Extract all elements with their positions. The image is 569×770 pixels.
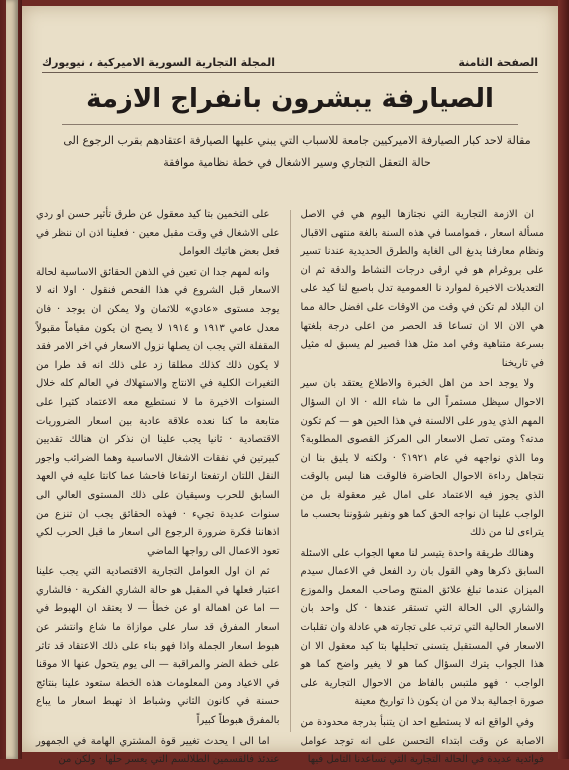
column-divider: [290, 210, 291, 732]
facing-page-edge: [6, 0, 18, 759]
right-column: [300, 206, 545, 766]
running-header: [42, 48, 538, 73]
paragraph: وانه لمهم جدا ان تعين في الذهن الحقائق الاساسية لحالة الاسعار قبل الشروع في هذا الفحص فنقول · اولا انه لا يوجد مستوى «عادي» للاثمان ولا يمكن ان يوجد · فان معدل عامي ١٩١٣ و ١٩١٤ لا يصح ان يكون مقياماً مقبولاً المقفلة التي يجب ان يصلها نزول الاسعار في اخر الامر فقد لا يكون ذلك كذلك مطلقا زد على ذلك انه قد طرا من التغيرات الكلية في الانتاج والاستهلاك في العالم كله خلال السنوات الاخيرة ما لا نستطيع معه الاعتماد كثيرا على متابعة ما كنا نعده علاقة عادية بين اسعار الضروريات الاقتصادية · ثانيا يجب علينا ان نذكر ان هنالك تقديين كبيرتين في نفقات الاشغال الاساسية وهما الضرائب واجور النقل اللتان ارتفعتا ارتفاعا فاحشا عما كانتا عليه في العهد السابق للحرب وسيقيان على ذلك المستوى العالي الى سنوات عديدة تجيء · فهذه الحقائق يجب ان تنزع من اذهاننا فكرة ضرورة الرجوع الى اسعار ما قبل الحرب لكي تعود الاعمال الى رواجها الماضي: [36, 266, 280, 557]
article-subtitle: مقالة لاحد كبار الصيارفة الاميركيين جامعة للاسباب التي يبني عليها الصيارفة اعتقادهم بقرب الرجوع الى حالة التعقل التجاري وسير الاشغال في خطة نظامية موافقة: [63, 134, 531, 169]
paragraph: اما الى ا يحدث تغيير قوة المشتري الهامة في الجمهور عندئذ فالقسمين الطلالسم التي يعسر حلها · ولكن من: [36, 735, 280, 766]
page-label: الصفحة الثامنة: [458, 56, 538, 69]
paragraph: على التخمين بتا كيد معقول عن طرق تأثير حسن او ردي على الاشغال في وقت مقبل معين · فعلينا اذن ان ننظر في فعل بعض هاتيك العوامل: [36, 209, 280, 258]
article-body: [36, 206, 544, 766]
right-binding: [558, 0, 569, 759]
article-title: الصيارفة يبشرون بانفراج الازمة: [86, 84, 494, 114]
paragraph: ولا يوجد احد من اهل الخبرة والاطلاع يعتقد بان سير الاحوال سيظل مستمراً الى ما شاء الله · الا ان السؤال المهم الذي يدور على الالسنة في هذا الحين هو — كم تكون مدته؟ ومتى تصل الاسعار الى المركز القصوى المطلوبة؟ وما الذي نواجهه في عام ١٩٢١؟ · ولكنه لا يليق بنا ان نتجاهل رداءة الاحوال الحاضرة فالوقت هنا ليس بالوقت الذي يجوز فيه الاعتماد على امال غير معقولة بل من الواجب علينا ان نواجه الحق كما هو ونفير شؤوننا بحسب ما يتراءى لنا من ذلك: [300, 378, 544, 539]
title-divider: [62, 124, 518, 125]
paragraph: وهنالك طريقة واحدة يتيسر لنا معها الجواب على الاسئلة السابق ذكرها وهي القول بان رد الفعل في الاعمال سيدم الميزان عندما تبلغ علائق المنتج وصاحب المعمل والموزع والشاري الى الحالة التي تستقر عندها · كل واحد بان الاسعار الحالية التي ترتب على تجارته هي عادلة وان تقلبات الاسعار في المستقبل يتسنى تحليلها بتا كيد معقول الا ان هذا الجواب يترك السؤال كما هو لا يغير واضح كما هو الواجب · فهو ملتبس بالفاظ من الاحوال التجارية على صورة اجمالية بدلا من ان يكون ذا تواريخ معينة: [300, 547, 544, 708]
paragraph: وفي الواقع انه لا يستطيع احد ان يتنبأ بدرجة محدودة من الاصابة عن وقت ابتداء التحسن على انه توجد عوامل فوائدية عديدة في الحالة التجارية التي تساعدنا التامل فيها: [300, 717, 544, 766]
left-column: [36, 206, 280, 766]
paragraph: ثم ان اول العوامل التجارية الاقتصادية التي يجب علينا اعتبار فعلها في المقبل هو حالة الشاري الفكرية · فالشاري — اما عن اهمالة او عن خطأ — لا يعتقد ان الهبوط في اسعار المفرق قد سار على موازاة ما شاع وانتشر عن هبوط اسعار الجملة واذا فهو بناء على ذلك الاعتقاد قد تاثر على خطة الضر والمراقبة — الى يوم يتحول عنها الا موقنا في الاعياد ومن المعلومات هذه الخطة ستعود علينا بنتائج حسنة في كانون الثاني وشباط اذ تهبط اسعار ما يباع بالمفرق هبوطاً كبيراً: [36, 566, 280, 727]
page: [22, 6, 558, 766]
journal-name: المجلة التجارية السورية الاميركية ، نيويورك: [42, 56, 276, 69]
paragraph: ان الازمة التجارية التي نجتازها اليوم هي في الاصل مسألة اسعار ، فموامسا في هذه السنة بالغة منتهى الاقبال ونظام معارفنا يدبغ الى الغاية والطرق الحديدية عندنا تسير على بروغرام هو في ارقى درجات النشاط والدقة ثم ان التعديلات الاخيرة لموارد نا العمومية تدل باصبع لنا كيد على ان البلاد لم تكن في وقت من الاوقات على افضل حالة مما هي الان الا ان تساعا قد الحصر من اعلى درجة بلغتها بسرعة متناهية وفي امد مثل هذا قصير لم يسبق له مثيل في تاريخنا: [300, 209, 544, 369]
